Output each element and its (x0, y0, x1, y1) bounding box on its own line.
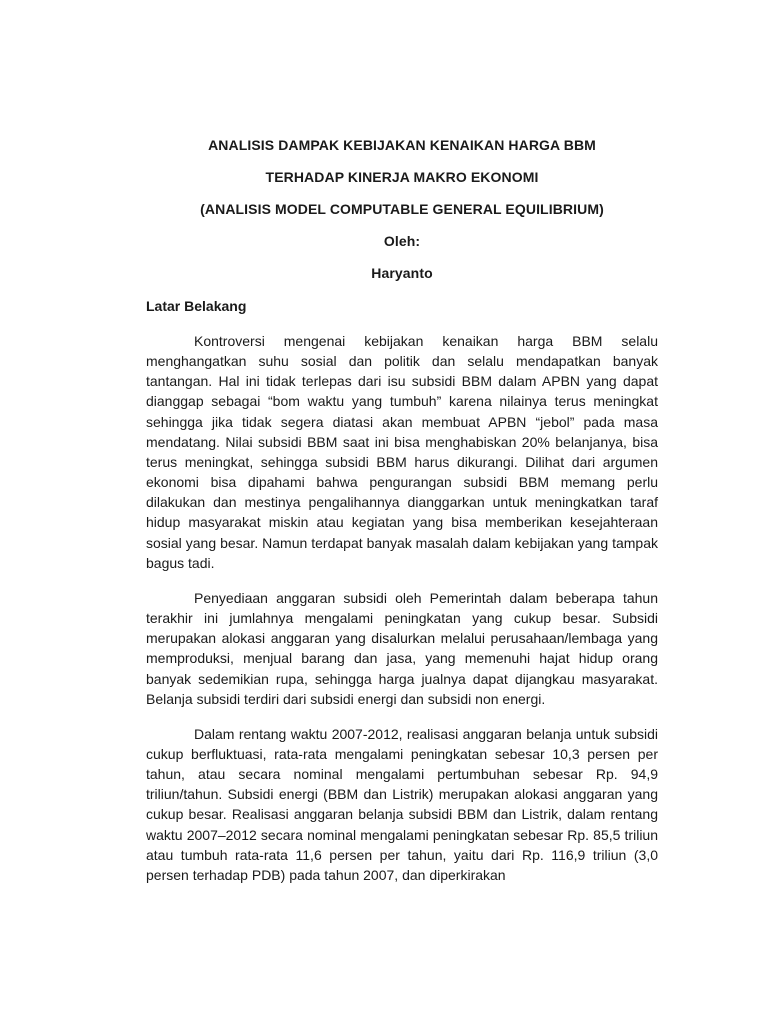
title-line-2: TERHADAP KINERJA MAKRO EKONOMI (265, 169, 539, 185)
title-line-3: (ANALISIS MODEL COMPUTABLE GENERAL EQUILIBRIUM) (200, 201, 604, 217)
author-name: Haryanto (371, 265, 433, 281)
by-label: Oleh: (383, 233, 421, 249)
paragraph-3: Dalam rentang waktu 2007-2012, realisasi anggaran belanja untuk subsidi cukup berfluktuasi, rata-rata mengalami peningkatan sebesar 10,3 persen per tahun, atau secara nominal mengalami pertumbuhan sebesar Rp. 94,9 triliun/tahun. Subsidi energi (BBM dan Listrik) merupakan alokasi anggaran yang cukup besar. Realisasi anggaran belanja subsidi BBM dan Listrik, dalam rentang waktu 2007–2012 secara nominal mengalami peningkatan sebesar Rp. 85,5 triliun atau tumbuh rata-rata 11,6 persen per tahun, yaitu dari Rp. 116,9 triliun (3,0 persen terhadap PDB) pada tahun 2007, dan diperkirakan (146, 725, 658, 883)
paragraph-2: Penyediaan anggaran subsidi oleh Pemerintah dalam beberapa tahun terakhir ini jumlahnya mengalami peningkatan yang cukup besar. Subsidi merupakan alokasi anggaran yang disalurkan melalui perusahaan/lembaga yang memproduksi, menjual barang dan jasa, yang memenuhi hajat hidup orang banyak sedemikian rupa, sehingga harga jualnya dapat dijangkau masyarakat. Belanja subsidi terdiri dari subsidi energi dan subsidi non energi. (146, 589, 658, 707)
paragraph-1: Kontroversi mengenai kebijakan kenaikan harga BBM selalu menghangatkan suhu sosial dan politik dan selalu mendapatkan banyak tantangan. Hal ini tidak terlepas dari isu subsidi BBM dalam APBN yang dapat dianggap sebagai “bom waktu yang tumbuh” karena nilainya terus meningkat sehingga jika tidak segera diatasi akan membuat APBN “jebol” pada masa mendatang. Nilai subsidi BBM saat ini bisa menghabiskan 20% belanjanya, bisa terus meningkat, sehingga subsidi BBM harus dikurangi. Dilihat dari argumen ekonomi bisa dipahami bahwa pengurangan subsidi BBM memang perlu dilakukan dan mestinya pengalihannya dianggarkan untuk meningkatkan taraf hidup masyarakat miskin atau kegiatan yang bisa memberikan kesejahteraan sosial yang besar. Namun terdapat banyak masalah dalam kebijakan yang tampak bagus tadi. (146, 333, 658, 571)
section-heading: Latar Belakang (146, 298, 247, 314)
title-line-1: ANALISIS DAMPAK KEBIJAKAN KENAIKAN HARGA BBM (208, 137, 596, 153)
document-content (146, 128, 658, 885)
